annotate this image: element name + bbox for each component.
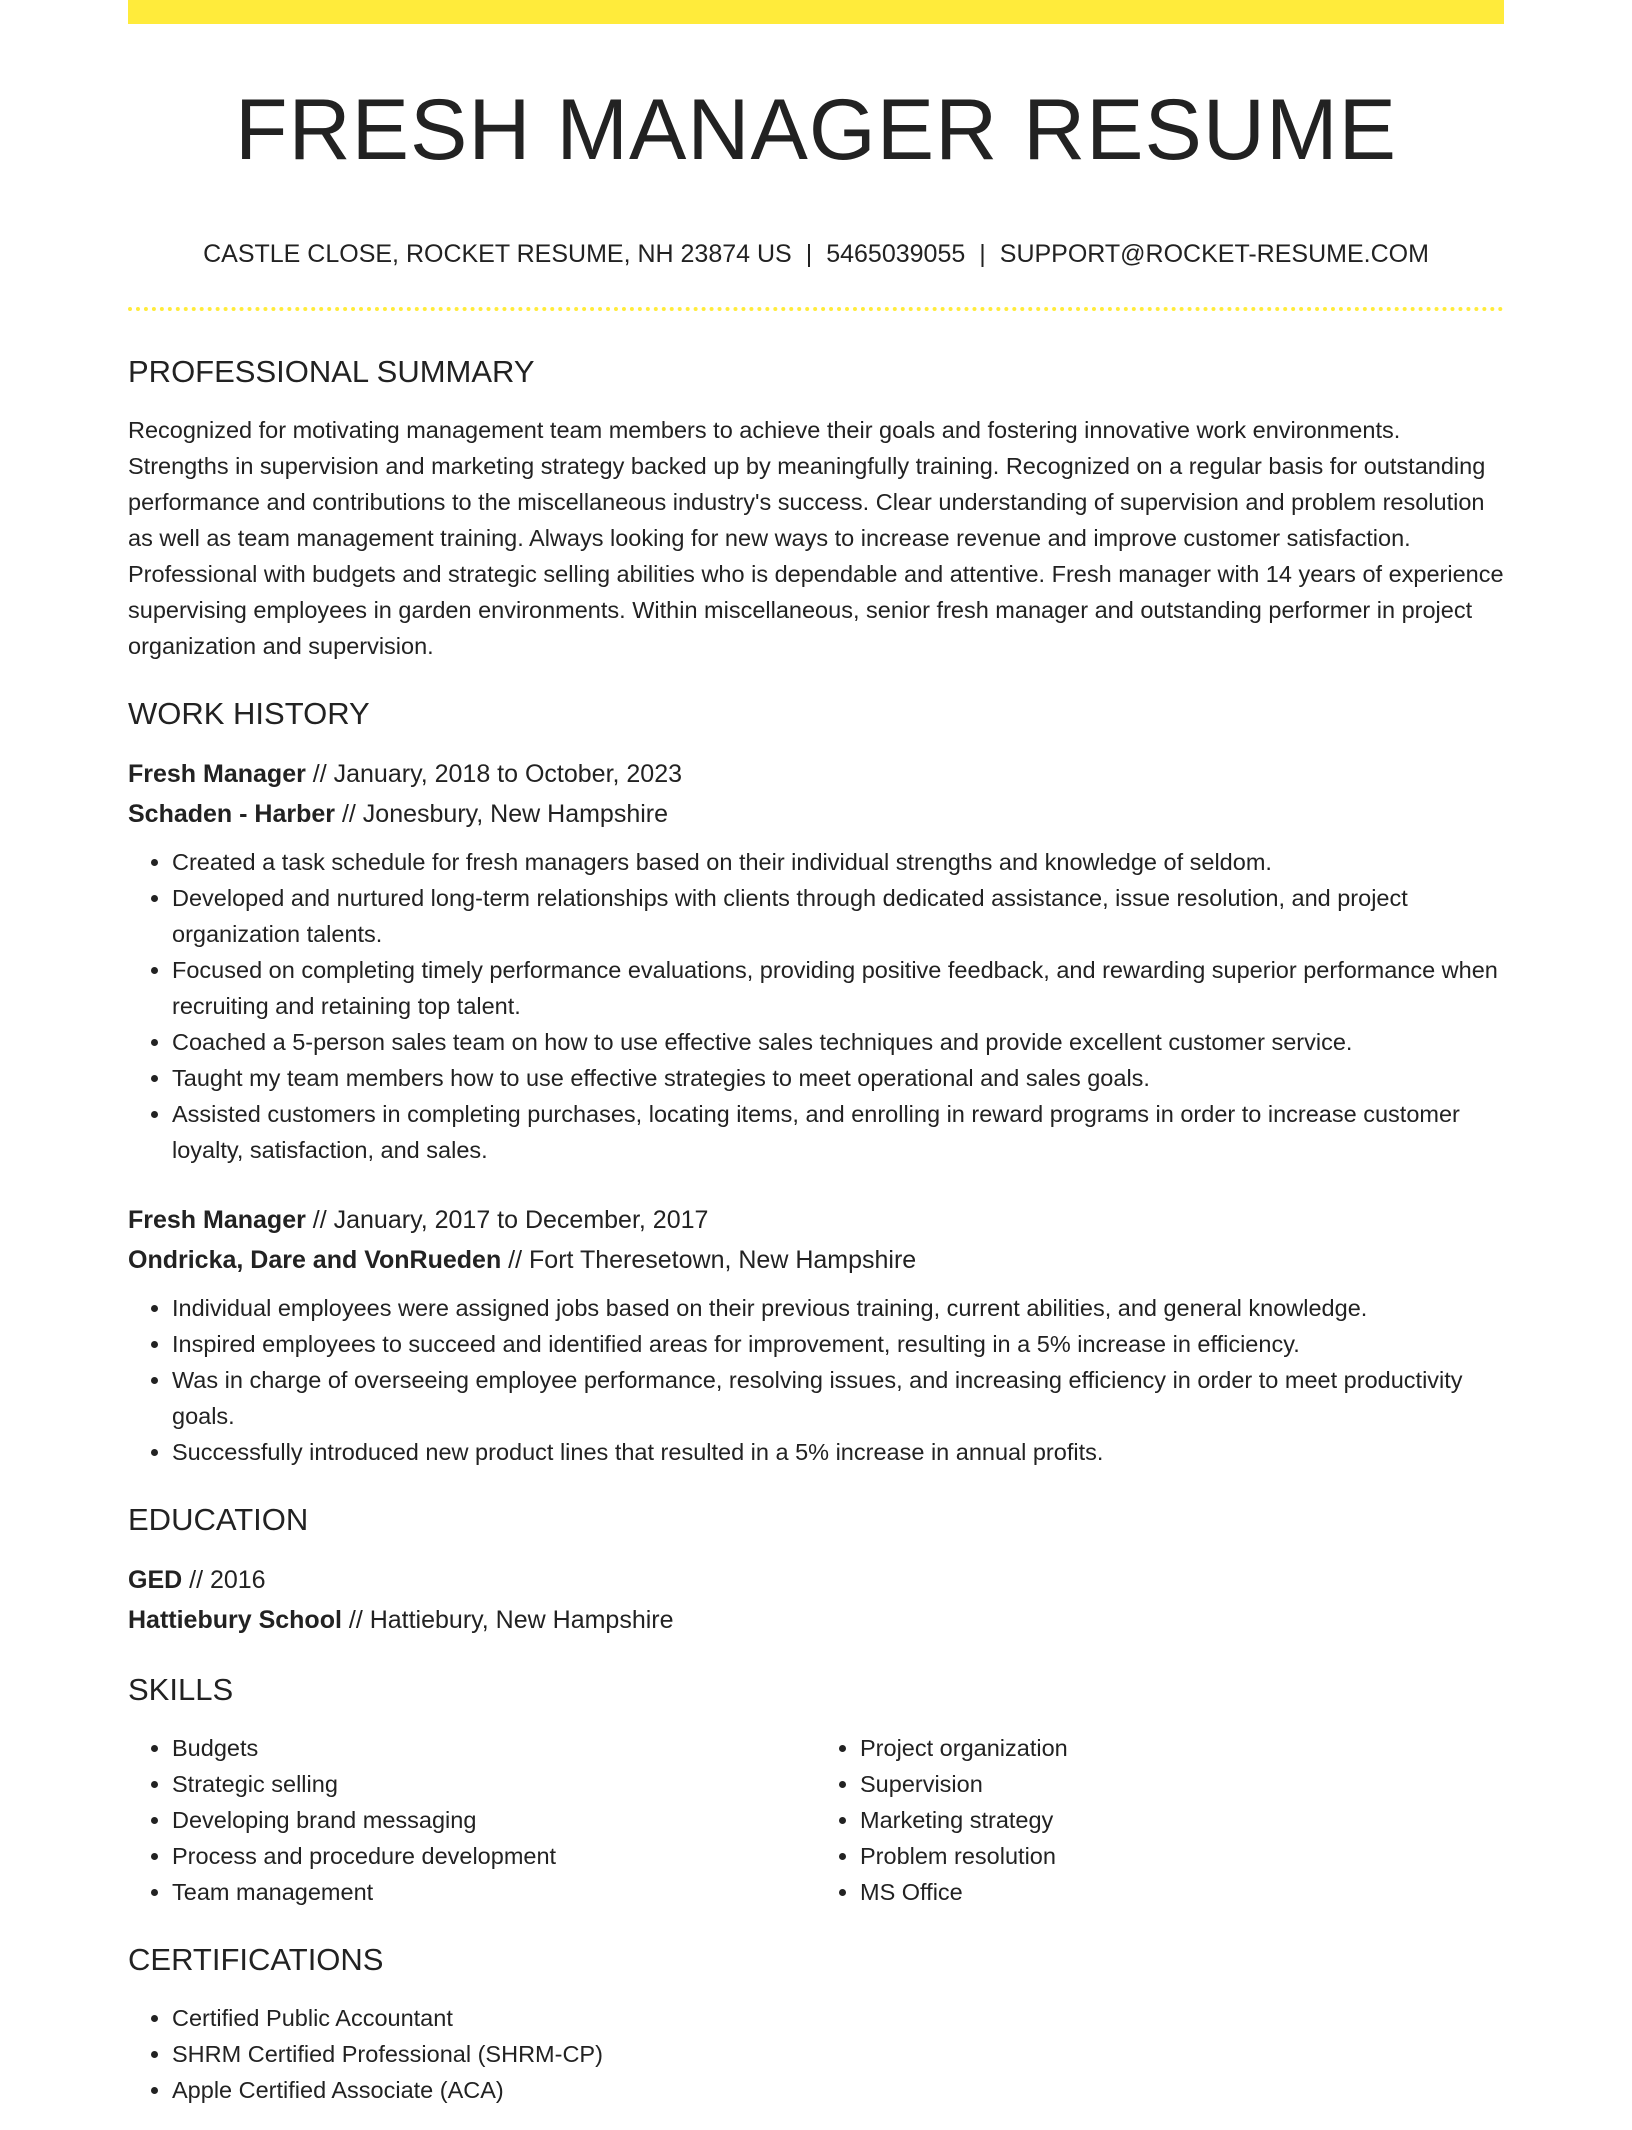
list-item: • Budgets <box>172 1730 816 1766</box>
list-item: • Taught my team members how to use effective strategies to meet operational and sales goals. <box>172 1060 1504 1096</box>
resume-body <box>128 350 1504 2130</box>
job-role-line <box>128 1200 1504 1240</box>
certifications-section <box>128 1938 1504 2108</box>
education-degree-line <box>128 1560 1504 1600</box>
contact-email: SUPPORT@ROCKET-RESUME.COM <box>999 240 1429 268</box>
list-item: • Coached a 5-person sales team on how to use effective sales techniques and provide excellent customer service. <box>172 1024 1504 1060</box>
summary-section <box>128 350 1504 664</box>
job-location: // Jonesbury, New Hampshire <box>335 800 669 828</box>
section-title-work-history: WORK HISTORY <box>128 696 370 731</box>
job-location: // Fort Theresetown, New Hampshire <box>501 1246 917 1274</box>
education-school-line <box>128 1600 1504 1640</box>
list-item: • Successfully introduced new product lines that resulted in a 5% increase in annual profits. <box>172 1434 1504 1470</box>
job-dates: // January, 2018 to October, 2023 <box>305 760 683 788</box>
list-item: • Marketing strategy <box>860 1802 1504 1838</box>
dotted-divider <box>128 307 1504 311</box>
job-bullets <box>128 1290 1504 1470</box>
certifications-list <box>128 2000 1504 2108</box>
list-item: • Created a task schedule for fresh managers based on their individual strengths and knowledge of seldom. <box>172 844 1504 880</box>
list-item: • MS Office <box>860 1874 1504 1910</box>
contact-separator: | <box>979 240 986 268</box>
list-item: • Certified Public Accountant <box>172 2000 1504 2036</box>
list-item: • Project organization <box>860 1730 1504 1766</box>
skills-section <box>128 1668 1504 1910</box>
list-item: • Supervision <box>860 1766 1504 1802</box>
list-item: • Apple Certified Associate (ACA) <box>172 2072 1504 2108</box>
list-item: • SHRM Certified Professional (SHRM-CP) <box>172 2036 1504 2072</box>
job-company: Ondricka, Dare and VonRueden <box>128 1246 502 1274</box>
list-item: • Strategic selling <box>172 1766 816 1802</box>
job-dates: // January, 2017 to December, 2017 <box>305 1206 709 1234</box>
job-role: Fresh Manager <box>128 760 306 788</box>
resume-name: FRESH MANAGER RESUME <box>234 82 1398 178</box>
job-role: Fresh Manager <box>128 1206 306 1234</box>
summary-text: Recognized for motivating management team members to achieve their goals and fostering innovative work environments. Strengths in supervision and marketing strategy backed up by meaningfully training. Recognized on a regular basis for outstanding performance and contributions to the miscellaneous industry's success. Clear understanding of supervision and problem resolution as well as team management training. Always looking for new ways to increase revenue and improve customer satisfaction. Professional with budgets and strategic selling abilities who is dependable and attentive. Fresh manager with 14 years of experience supervising employees in garden environments. Within miscellaneous, senior fresh manager and outstanding performer in project organization and supervision. <box>128 417 1504 659</box>
job-entry <box>128 754 1504 1168</box>
education-section <box>128 1498 1504 1640</box>
list-item: • Developed and nurtured long-term relationships with clients through dedicated assistance, issue resolution, and project organization talents. <box>172 880 1504 952</box>
list-item: • Developing brand messaging <box>172 1802 816 1838</box>
work-history-section <box>128 692 1504 1470</box>
contact-separator: | <box>805 240 813 268</box>
section-title-summary: PROFESSIONAL SUMMARY <box>128 354 535 389</box>
list-item: • Focused on completing timely performance evaluations, providing positive feedback, and rewarding superior performance when recruiting and retaining top talent. <box>172 952 1504 1024</box>
section-title-skills: SKILLS <box>128 1672 234 1707</box>
job-entry <box>128 1200 1504 1470</box>
contact-address: CASTLE CLOSE, ROCKET RESUME, NH 23874 US <box>203 240 792 268</box>
section-title-education: EDUCATION <box>128 1502 309 1537</box>
contact-line <box>128 236 1504 272</box>
education-year: // 2016 <box>182 1566 266 1594</box>
job-bullets <box>128 844 1504 1168</box>
contact-phone: 5465039055 <box>826 240 966 268</box>
skills-left-list <box>128 1730 816 1910</box>
skills-columns <box>128 1730 1504 1910</box>
list-item: • Problem resolution <box>860 1838 1504 1874</box>
job-company-line <box>128 794 1504 834</box>
job-company: Schaden - Harber <box>128 800 336 828</box>
list-item: • Team management <box>172 1874 816 1910</box>
education-school: Hattiebury School <box>128 1606 342 1634</box>
list-item: • Process and procedure development <box>172 1838 816 1874</box>
list-item: • Inspired employees to succeed and identified areas for improvement, resulting in a 5% increase in efficiency. <box>172 1326 1504 1362</box>
list-item: • Was in charge of overseeing employee performance, resolving issues, and increasing efficiency in order to meet productivity goals. <box>172 1362 1504 1434</box>
job-role-line <box>128 754 1504 794</box>
list-item: • Individual employees were assigned jobs based on their previous training, current abilities, and general knowledge. <box>172 1290 1504 1326</box>
skills-right-list <box>816 1730 1504 1910</box>
education-degree: GED <box>128 1566 183 1594</box>
job-company-line <box>128 1240 1504 1280</box>
top-accent-bar <box>128 0 1504 24</box>
education-location: // Hattiebury, New Hampshire <box>341 1606 674 1634</box>
section-title-certifications: CERTIFICATIONS <box>128 1942 384 1977</box>
list-item: • Assisted customers in completing purchases, locating items, and enrolling in reward programs in order to increase customer loyalty, satisfaction, and sales. <box>172 1096 1504 1168</box>
